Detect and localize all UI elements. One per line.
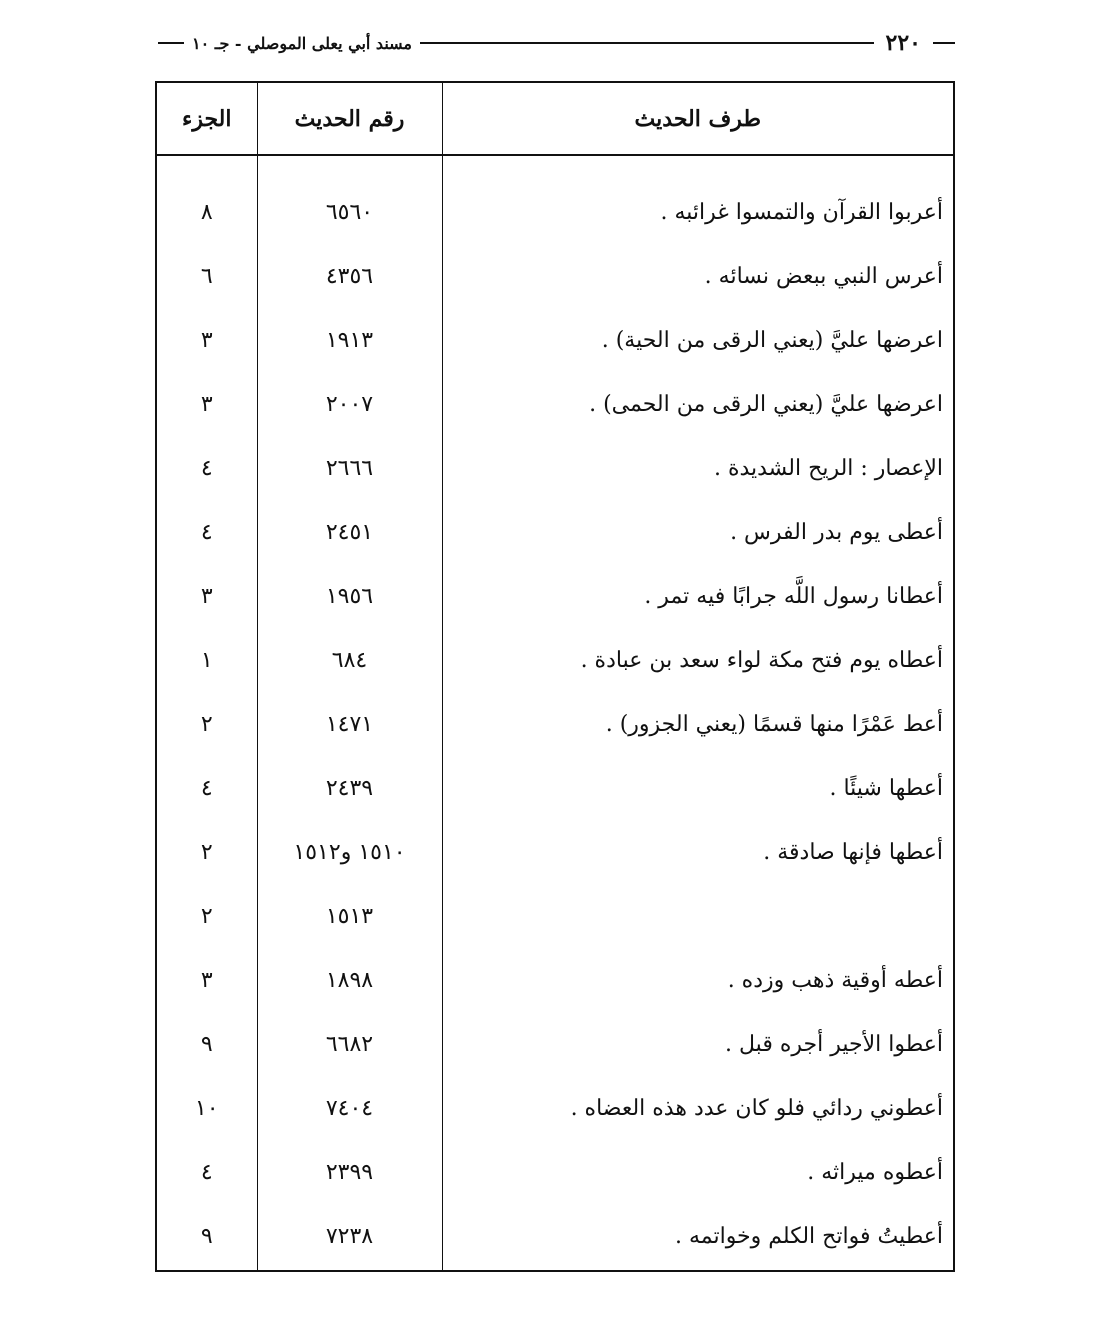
row-number: ٢٦٦٦ [257, 436, 442, 500]
row-text: أعطانا رسول اللَّه جرابًا فيه تمر . [442, 564, 954, 628]
table-row [156, 692, 954, 756]
table-row [156, 1076, 954, 1140]
header-rule [158, 42, 184, 44]
header-volume: الجزء [156, 82, 257, 155]
header-hadith-start: طرف الحديث [442, 82, 954, 155]
row-volume: ٣ [200, 967, 213, 993]
row-text: أعطوا الأجير أجره قبل . [442, 1012, 954, 1076]
table-row [156, 820, 954, 884]
row-number: ٧٢٣٨ [257, 1204, 442, 1268]
table-row [156, 756, 954, 820]
row-number: ٧٤٠٤ [257, 1076, 442, 1140]
row-number: ٦٨٤ [257, 628, 442, 692]
row-text: أعط عَمْرًا منها قسمًا (يعني الجزور) . [442, 692, 954, 756]
running-header [158, 28, 955, 58]
row-number: ١٨٩٨ [257, 948, 442, 1012]
row-text: أعطى يوم بدر الفرس . [442, 500, 954, 564]
row-number: ١٩١٣ [257, 308, 442, 372]
table-row [156, 564, 954, 628]
table-row [156, 308, 954, 372]
table-body [156, 155, 954, 1271]
row-number: ٢٠٠٧ [257, 372, 442, 436]
row-text: الإعصار : الريح الشديدة . [442, 436, 954, 500]
table-row [156, 244, 954, 308]
row-volume: ٩ [200, 1223, 213, 1249]
table-row [156, 500, 954, 564]
row-volume: ١٠ [194, 1095, 219, 1121]
row-text: أعطاه يوم فتح مكة لواء سعد بن عبادة . [442, 628, 954, 692]
row-volume: ٤ [200, 519, 213, 545]
table-row [156, 436, 954, 500]
table-row [156, 1012, 954, 1076]
table-spacer [156, 155, 954, 180]
row-number: ١٥١٠ و١٥١٢ [257, 820, 442, 884]
table-row [156, 372, 954, 436]
row-number: ١٥١٣ [257, 884, 442, 948]
table-row [156, 884, 954, 948]
table-row [156, 1140, 954, 1204]
header-rule [420, 42, 874, 44]
row-text: أعطوني ردائي فلو كان عدد هذه العضاه . [442, 1076, 954, 1140]
row-number: ٦٦٨٢ [257, 1012, 442, 1076]
row-number: ٤٣٥٦ [257, 244, 442, 308]
row-volume: ٤ [200, 1159, 213, 1185]
table-row [156, 628, 954, 692]
row-text [442, 884, 954, 948]
row-volume: ٦ [200, 263, 213, 289]
header-hadith-number: رقم الحديث [257, 82, 442, 155]
row-volume: ٤ [200, 775, 213, 801]
book-title: مسند أبي يعلى الموصلي - جـ ١٠ [192, 33, 412, 53]
row-volume: ٢ [200, 711, 213, 737]
row-text: أعطوه ميراثه . [442, 1140, 954, 1204]
row-text: أعرس النبي ببعض نسائه . [442, 244, 954, 308]
row-text: أعطها فإنها صادقة . [442, 820, 954, 884]
row-number: ٢٣٩٩ [257, 1140, 442, 1204]
row-text: أعطه أوقية ذهب وزده . [442, 948, 954, 1012]
table-row [156, 180, 954, 244]
row-volume: ٨ [200, 199, 213, 225]
row-text: اعرضها عليَّ (يعني الرقى من الحية) . [442, 308, 954, 372]
row-volume: ٢ [200, 839, 213, 865]
row-volume: ٢ [200, 903, 213, 929]
row-number: ٦٥٦٠ [257, 180, 442, 244]
page-number: ٢٢٠ [885, 30, 921, 56]
header-rule [933, 42, 955, 44]
row-number: ١٩٥٦ [257, 564, 442, 628]
row-text: أعطها شيئًا . [442, 756, 954, 820]
hadith-index-table [155, 81, 955, 1272]
row-number: ٢٤٥١ [257, 500, 442, 564]
row-volume: ٣ [200, 327, 213, 353]
table-row [156, 1204, 954, 1268]
table-row [156, 948, 954, 1012]
row-volume: ٣ [200, 391, 213, 417]
row-volume: ٣ [200, 583, 213, 609]
row-number: ١٤٧١ [257, 692, 442, 756]
table-header-row [156, 82, 954, 155]
row-text: أعربوا القرآن والتمسوا غرائبه . [442, 180, 954, 244]
row-text: اعرضها عليَّ (يعني الرقى من الحمى) . [442, 372, 954, 436]
row-volume: ٩ [200, 1031, 213, 1057]
table-filler [156, 1268, 954, 1271]
row-text: أعطيتُ فواتح الكلم وخواتمه . [442, 1204, 954, 1268]
row-volume: ١ [200, 647, 213, 673]
row-volume: ٤ [200, 455, 213, 481]
row-number: ٢٤٣٩ [257, 756, 442, 820]
